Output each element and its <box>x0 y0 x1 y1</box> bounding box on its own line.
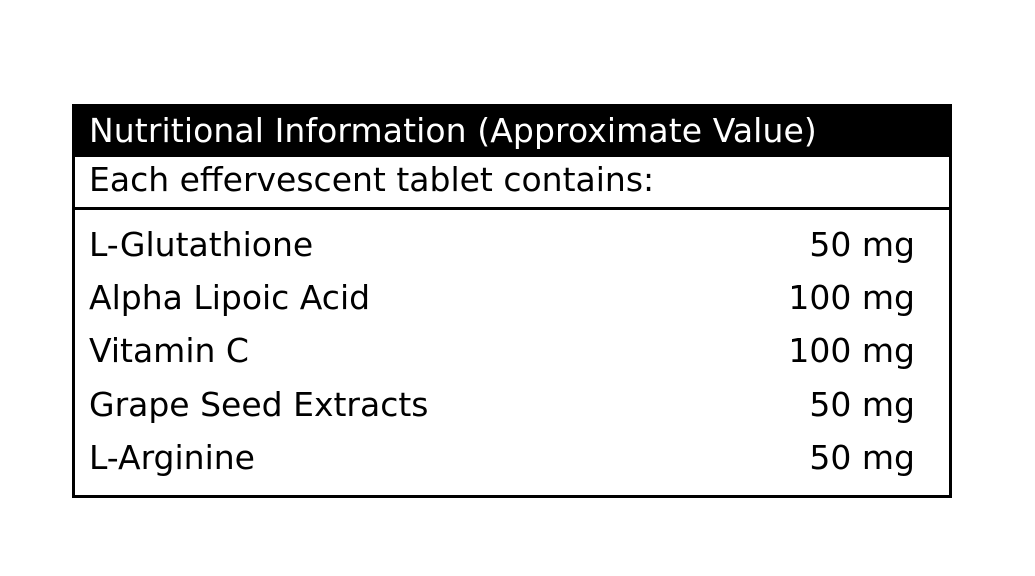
ingredient-amount: 100 mg <box>788 277 915 317</box>
ingredient-row <box>75 271 949 324</box>
ingredient-name: L-Arginine <box>89 438 255 478</box>
ingredient-amount: 50 mg <box>809 384 915 424</box>
ingredient-name: Alpha Lipoic Acid <box>89 277 371 317</box>
ingredient-name: L-Glutathione <box>89 224 314 264</box>
nutrition-panel-subtitle: Each effervescent tablet contains: <box>75 157 949 209</box>
nutrition-facts-panel <box>72 104 952 498</box>
ingredient-list <box>75 210 949 495</box>
ingredient-amount: 100 mg <box>788 331 915 371</box>
ingredient-name: Vitamin C <box>89 331 249 371</box>
ingredient-row <box>75 324 949 377</box>
ingredient-amount: 50 mg <box>809 224 915 264</box>
ingredient-row <box>75 378 949 431</box>
ingredient-row <box>75 431 949 484</box>
ingredient-amount: 50 mg <box>809 438 915 478</box>
ingredient-row <box>75 218 949 271</box>
nutrition-panel-title: Nutritional Information (Approximate Value) <box>75 107 949 157</box>
ingredient-name: Grape Seed Extracts <box>89 384 429 424</box>
